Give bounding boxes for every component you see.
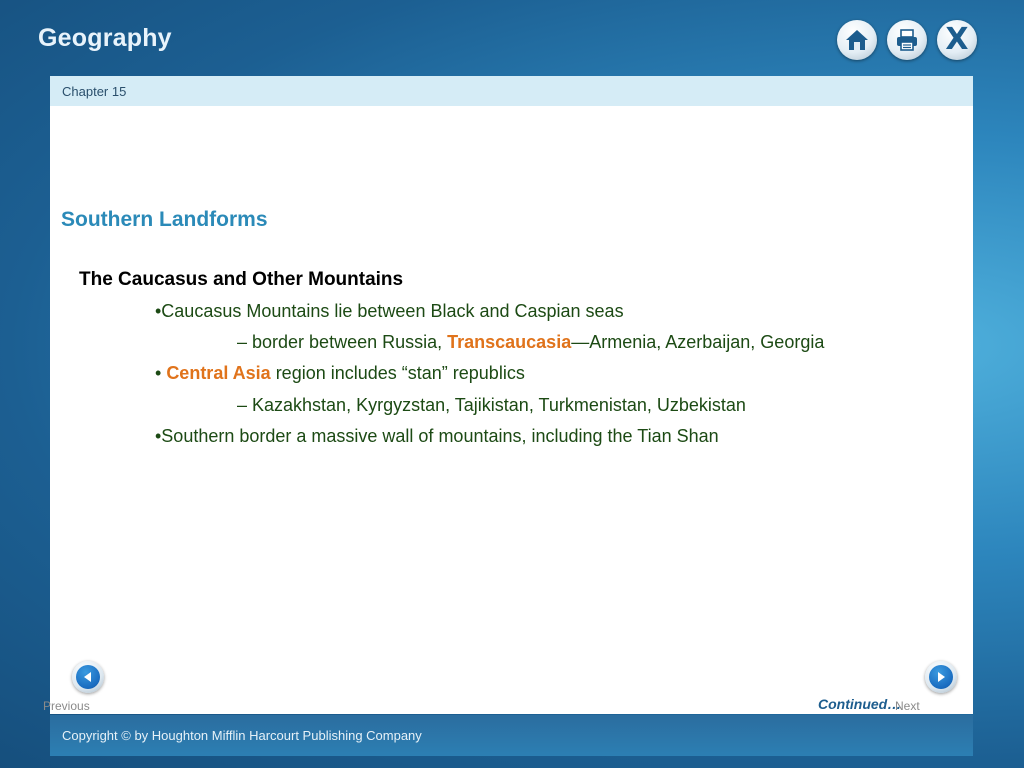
top-toolbar: [837, 20, 977, 60]
bullet-southern-border: •Southern border a massive wall of mountains, including the Tian Shan: [155, 426, 719, 446]
next-button[interactable]: [925, 661, 957, 693]
chapter-label: Chapter 15: [62, 83, 127, 99]
sub-bullet-stan-list: – Kazakhstan, Kyrgyzstan, Tajikistan, Turkmenistan, Uzbekistan: [237, 395, 746, 415]
printer-icon: [894, 28, 920, 52]
app-title: Geography: [38, 24, 172, 52]
sub-bullet-text: – border between Russia,: [237, 332, 448, 352]
slide-panel: [50, 76, 973, 714]
term-transcaucasia: Transcaucasia: [447, 332, 572, 352]
slide-title: Southern Landforms: [61, 208, 268, 231]
continued-label: Continued…: [818, 696, 902, 712]
bullet-text: region includes “stan” republics: [270, 363, 525, 383]
previous-button[interactable]: [72, 661, 104, 693]
next-label[interactable]: Next: [895, 699, 920, 713]
chapter-bar: [50, 76, 973, 106]
arrow-right-icon: [929, 665, 953, 689]
footer: [50, 715, 973, 756]
sub-bullet-transcaucasia: [237, 332, 824, 353]
bullet-text: •: [155, 363, 167, 383]
previous-label[interactable]: Previous: [43, 699, 90, 713]
term-central-asia: Central Asia: [166, 363, 271, 383]
arrow-left-icon: [76, 665, 100, 689]
sub-bullet-text: —Armenia, Azerbaijan, Georgia: [571, 332, 825, 352]
home-icon: [844, 28, 870, 52]
close-button[interactable]: [937, 20, 977, 60]
print-button[interactable]: [887, 20, 927, 60]
bullet-central-asia: [155, 363, 525, 384]
bullet-caucasus: •Caucasus Mountains lie between Black and Caspian seas: [155, 301, 624, 321]
home-button[interactable]: [837, 20, 877, 60]
copyright-text: Copyright © by Houghton Mifflin Harcourt Publishing Company: [62, 728, 422, 743]
slide-subheading: The Caucasus and Other Mountains: [79, 269, 404, 290]
close-icon: X: [945, 22, 969, 57]
